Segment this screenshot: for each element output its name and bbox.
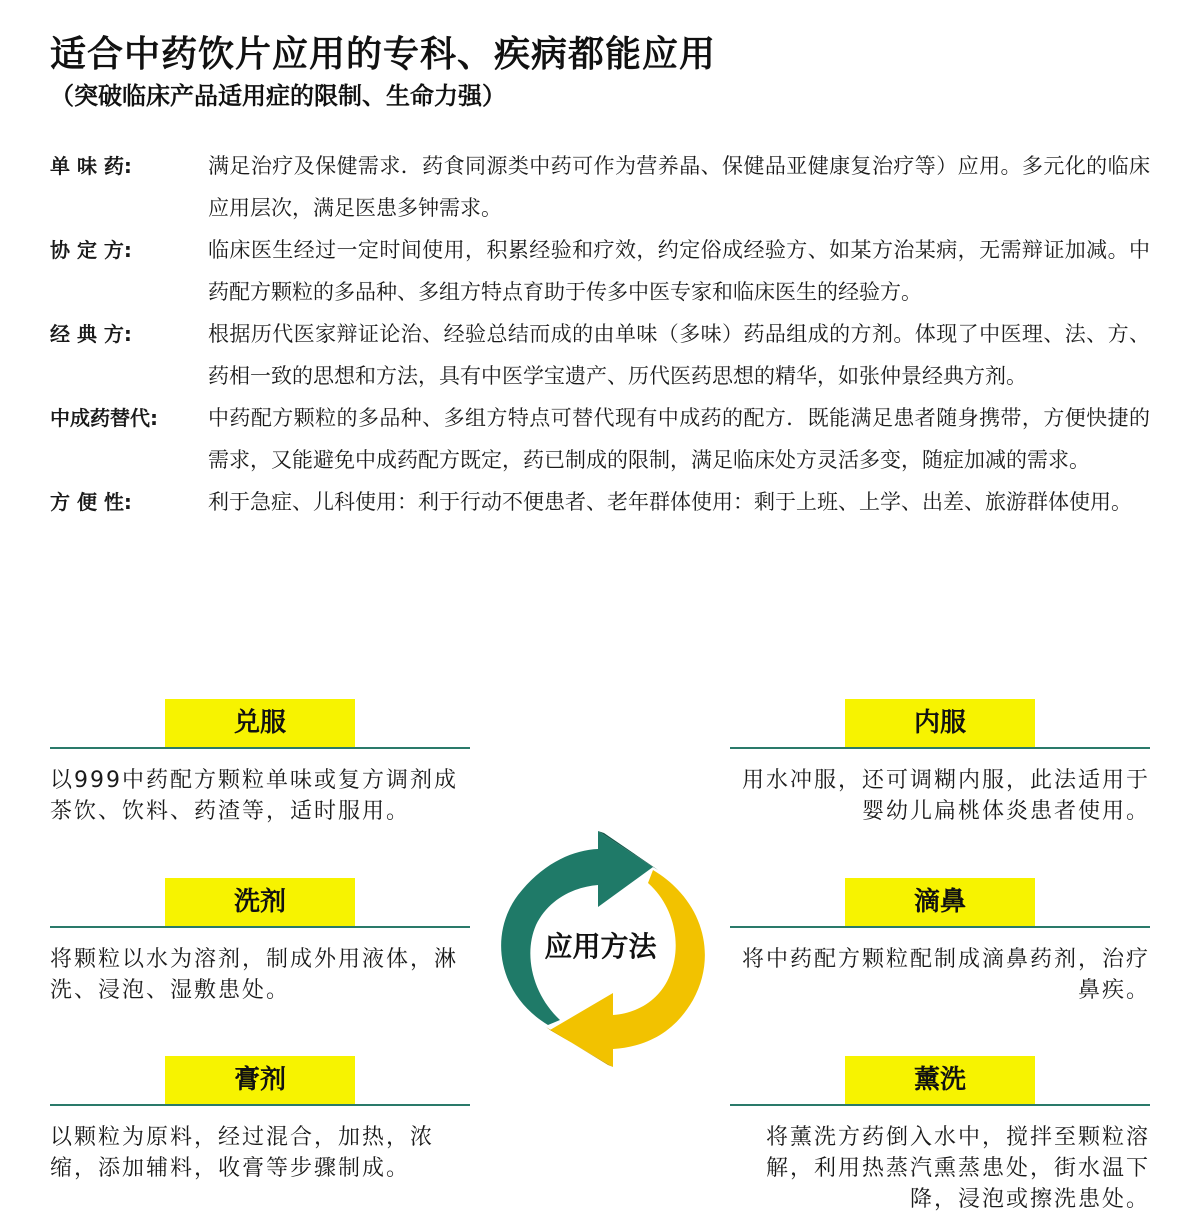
- divider: [50, 747, 470, 749]
- divider: [730, 926, 1150, 928]
- cycle-diagram: [488, 825, 713, 1070]
- feature-label: 中成药替代:: [50, 406, 158, 430]
- feature-text: 临床医生经过一定时间使用，积累经验和疗效，约定俗成经验方、如某方治某病，无需辩证加减。中药配方颗粒的多品种、多组方特点育助于传多中医专家和临床医生的经验方。: [208, 238, 1150, 304]
- method-description: 以999中药配方颗粒单味或复方调剂成茶饮、饮料、药渣等，适时服用。: [50, 768, 458, 824]
- method-title: 薰洗: [845, 1056, 1035, 1104]
- cycle-label: 应用方法: [544, 930, 657, 963]
- feature-label: 经 典 方:: [50, 322, 132, 346]
- yellow-arrow-icon: [550, 870, 705, 1067]
- feature-label: 单 味 药:: [50, 154, 132, 178]
- method-title: 洗剂: [165, 878, 355, 926]
- divider: [730, 1104, 1150, 1106]
- method-title: 内服: [845, 699, 1035, 747]
- feature-text: 利于急症、儿科使用：利于行动不便患者、老年群体使用：剩于上班、上学、出差、旅游群体使用。: [208, 490, 1132, 514]
- feature-item: [50, 229, 1150, 313]
- feature-item: [50, 481, 1150, 523]
- method-title: 兑服: [165, 699, 355, 747]
- feature-item: [50, 313, 1150, 397]
- feature-text: 满足治疗及保健需求．药食同源类中药可作为营养晶、保健品亚健康复治疗等）应用。多元化的临床应用层次，满足医患多钟需求。: [208, 154, 1150, 220]
- divider: [730, 747, 1150, 749]
- method-description: 将中药配方颗粒配制成滴鼻药剂，治疗鼻疾。: [741, 947, 1150, 1003]
- page-subtitle: （突破临床产品适用症的限制、生命力强）: [50, 82, 506, 110]
- feature-item: [50, 397, 1150, 481]
- feature-label: 方 便 性:: [50, 490, 132, 514]
- method-description: 将薰洗方药倒入水中，搅拌至颗粒溶解，利用热蒸汽熏蒸患处，街水温下降，浸泡或擦洗患处。: [765, 1125, 1150, 1212]
- feature-text: 根据历代医家辩证论治、经验总结而成的由单味（多味）药品组成的方剂。体现了中医理、法、方、药相一致的思想和方法，具有中医学宝遗产、历代医药思想的精华，如张仲景经典方剂。: [208, 322, 1150, 388]
- method-description: 将颗粒以水为溶剂，制成外用液体，淋洗、浸泡、湿敷患处。: [50, 947, 459, 1003]
- feature-item: [50, 145, 1150, 229]
- method-description: 以颗粒为原料，经过混合，加热，浓缩，添加辅料，收膏等步骤制成。: [50, 1125, 435, 1181]
- page-title: 适合中药饮片应用的专科、疾病都能应用: [50, 34, 717, 75]
- feature-list: [50, 145, 1150, 523]
- feature-label: 协 定 方:: [50, 238, 132, 262]
- method-description: 用水冲服，还可调糊内服，此法适用于婴幼儿扁桃体炎患者使用。: [741, 768, 1150, 824]
- divider: [50, 1104, 470, 1106]
- method-title: 滴鼻: [845, 878, 1035, 926]
- feature-text: 中药配方颗粒的多品种、多组方特点可替代现有中成药的配方．既能满足患者随身携带，方便快捷的需求，又能避免中成药配方既定，药已制成的限制，满足临床处方灵活多变，随症加减的需求。: [208, 406, 1150, 472]
- method-title: 膏剂: [165, 1056, 355, 1104]
- divider: [50, 926, 470, 928]
